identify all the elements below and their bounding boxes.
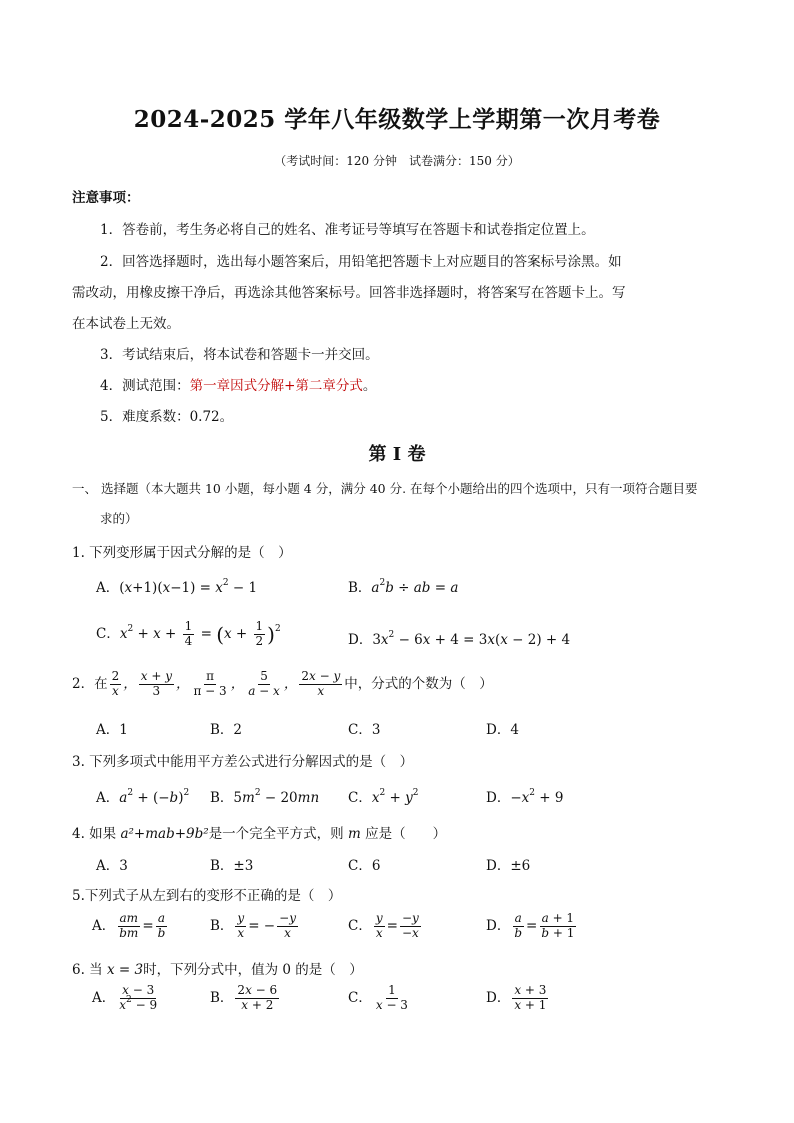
- q4-stem-prefix: 4. 如果: [72, 826, 121, 842]
- q6-option-d-label: D．: [486, 989, 511, 1006]
- notice-item-3: 3．考试结束后，将本试卷和答题卡一并交回。: [100, 347, 379, 363]
- q5-option-d-label: D．: [486, 917, 511, 934]
- q4-option-c: C．6: [348, 858, 381, 874]
- q6-option-b-expr: $\frac{2x - 6}{x + 2}$: [237, 983, 278, 1012]
- q1-option-b-label: B．: [348, 580, 372, 596]
- q1-option-d-label: D．: [348, 632, 373, 648]
- q2-stem-suffix: 中，分式的个数为（ ）: [344, 675, 493, 692]
- notice-item-1: 1．答卷前，考生务必将自己的姓名、准考证号等填写在答题卡和试卷指定位置上。: [100, 222, 595, 238]
- q3-option-d-expr: $-x^2 + 9$: [510, 788, 564, 806]
- q6-option-b-label: B．: [210, 989, 234, 1006]
- q3-option-a-expr: $a^2 + (-b)^2$: [119, 788, 190, 806]
- part1-instructions-line-2: 求的）: [100, 511, 138, 526]
- q6-option-c: [348, 984, 412, 1013]
- q4-stem-suffix: 应是（ ）: [360, 826, 447, 842]
- q3-option-c-label: C．: [348, 790, 372, 806]
- q6-stem-prefix: 6. 当: [72, 962, 107, 978]
- q2-option-c: C．3: [348, 722, 381, 738]
- q6-option-a-expr: $\frac{x - 3}{x^2 - 9}$: [119, 983, 158, 1012]
- q6-option-a-label: A．: [92, 989, 116, 1006]
- part1-instructions-line-1: 一、 选择题（本大题共 10 小题，每小题 4 分，满分 40 分. 在每个小题给出的四个选项中，只有一项符合题目要: [72, 481, 698, 496]
- q3-option-a: [96, 786, 189, 806]
- notice-item-2-line-1: 2．回答选择题时，选出每小题答案后，用铅笔把答题卡上对应题目的答案标号涂黑。如: [100, 254, 622, 270]
- q2-expressions: $\frac{2}{x}$ ， $\frac{x + y}{3}$ ， $\frac{\pi}{\pi - 3}$ ， $\frac{5}{a - x}$ ， $\frac{2x - y}{x}$: [111, 669, 341, 698]
- q4-stem-mid: 是一个完全平方式，则: [208, 826, 348, 842]
- notice-item-4: [100, 374, 376, 394]
- notice-item-2-line-3: 在本试卷上无效。: [72, 316, 180, 332]
- q3-option-a-label: A．: [96, 790, 120, 806]
- exam-subtitle: （考试时间：120 分钟 试卷满分：150 分）: [274, 154, 520, 168]
- q1-option-d: [348, 628, 570, 648]
- q1-option-a-label: A．: [96, 580, 120, 596]
- notice-item-4-prefix: 4．测试范围：: [100, 378, 190, 394]
- q6-stem: [72, 958, 363, 978]
- q5-option-b-expr: $\frac{y}{x}$ = − $\frac{-y}{x}$: [237, 911, 296, 940]
- exam-title: 2024-2025 学年八年级数学上学期第一次月考卷: [133, 106, 661, 133]
- q2-stem-prefix: 2．在: [72, 675, 108, 692]
- q3-option-b-expr: $5m^2 - 20mn$: [233, 788, 320, 806]
- q5-option-c-expr: $\frac{y}{x}$ = $\frac{-y}{-x}$: [375, 911, 419, 940]
- q4-stem: [72, 822, 446, 842]
- q3-stem: 3. 下列多项式中能用平方差公式进行分解因式的是（ ）: [72, 754, 414, 770]
- q6-stem-suffix: 时，下列分式中，值为 0 的是（ ）: [143, 962, 363, 978]
- q3-option-d-label: D．: [486, 790, 511, 806]
- q6-stem-expr: x = 3: [106, 962, 144, 978]
- q5-option-c: [348, 912, 423, 941]
- q6-option-b: [210, 984, 281, 1013]
- q5-option-b: [210, 912, 300, 941]
- q5-option-d: [486, 912, 578, 941]
- notice-item-2-line-2: 需改动，用橡皮擦干净后，再选涂其他答案标号。回答非选择题时，将答案写在答题卡上。写: [72, 285, 626, 301]
- q5-option-a-label: A．: [92, 917, 116, 934]
- q5-option-d-expr: $\frac{a}{b}$ = $\frac{a + 1}{b + 1}$: [514, 911, 575, 940]
- q2-option-b: B．2: [210, 722, 243, 738]
- q5-option-c-label: C．: [348, 917, 372, 934]
- q1-option-b-expr: $a^2b$ ÷ ab = a: [371, 578, 459, 596]
- q1-option-c-expr: $x^2 + x$ + $\frac{1}{4}$ = (x + $\frac{1}{2}$ )$^2$: [119, 619, 281, 648]
- q4-option-b: B．±3: [210, 858, 254, 874]
- q2-stem: [72, 670, 493, 699]
- q3-option-c-expr: $x^2 + y^2$: [371, 788, 419, 806]
- q4-stem-var: m: [347, 826, 361, 842]
- notice-heading: 注意事项：: [72, 190, 140, 206]
- q1-stem: 1. 下列变形属于因式分解的是（ ）: [72, 545, 292, 561]
- q4-option-a: A．3: [96, 858, 128, 874]
- q1-option-c-label: C．: [96, 625, 120, 642]
- q6-option-a: [92, 984, 161, 1013]
- section-title: 第 Ⅰ 卷: [368, 444, 426, 465]
- q6-option-d: [486, 984, 550, 1013]
- q5-option-a: [92, 912, 169, 941]
- q3-option-d: [486, 786, 563, 806]
- q6-option-c-expr: $\frac{1}{x - 3}$: [375, 983, 408, 1012]
- q3-option-c: [348, 786, 418, 806]
- q2-option-d: D．4: [486, 722, 519, 738]
- q5-stem: 5.下列式子从左到右的变形不正确的是（ ）: [72, 888, 342, 904]
- q1-option-b: [348, 576, 458, 596]
- q3-option-b: [210, 786, 319, 806]
- q1-option-a-expr: $(x+1)(x-1) = x^2 - 1$: [119, 578, 258, 596]
- q2-option-a: A．1: [96, 722, 128, 738]
- notice-item-4-suffix: 。: [362, 378, 377, 394]
- q1-option-d-expr: $3x^2 - 6x + 4 = 3x(x - 2) + 4$: [372, 630, 571, 648]
- q1-option-a: [96, 576, 257, 596]
- q5-option-b-label: B．: [210, 917, 234, 934]
- q4-option-d: D．±6: [486, 858, 531, 874]
- q6-option-d-expr: $\frac{x + 3}{x + 1}$: [514, 983, 547, 1012]
- q6-option-c-label: C．: [348, 989, 372, 1006]
- q1-option-c: [96, 620, 281, 649]
- q5-option-a-expr: $\frac{am}{bm}$ = $\frac{a}{b}$: [119, 911, 166, 940]
- test-range: 第一章因式分解+第二章分式: [189, 378, 363, 394]
- q4-stem-expr: a²+mab+9b²: [120, 826, 209, 842]
- q3-option-b-label: B．: [210, 790, 234, 806]
- notice-item-5: 5．难度系数：0.72。: [100, 409, 234, 425]
